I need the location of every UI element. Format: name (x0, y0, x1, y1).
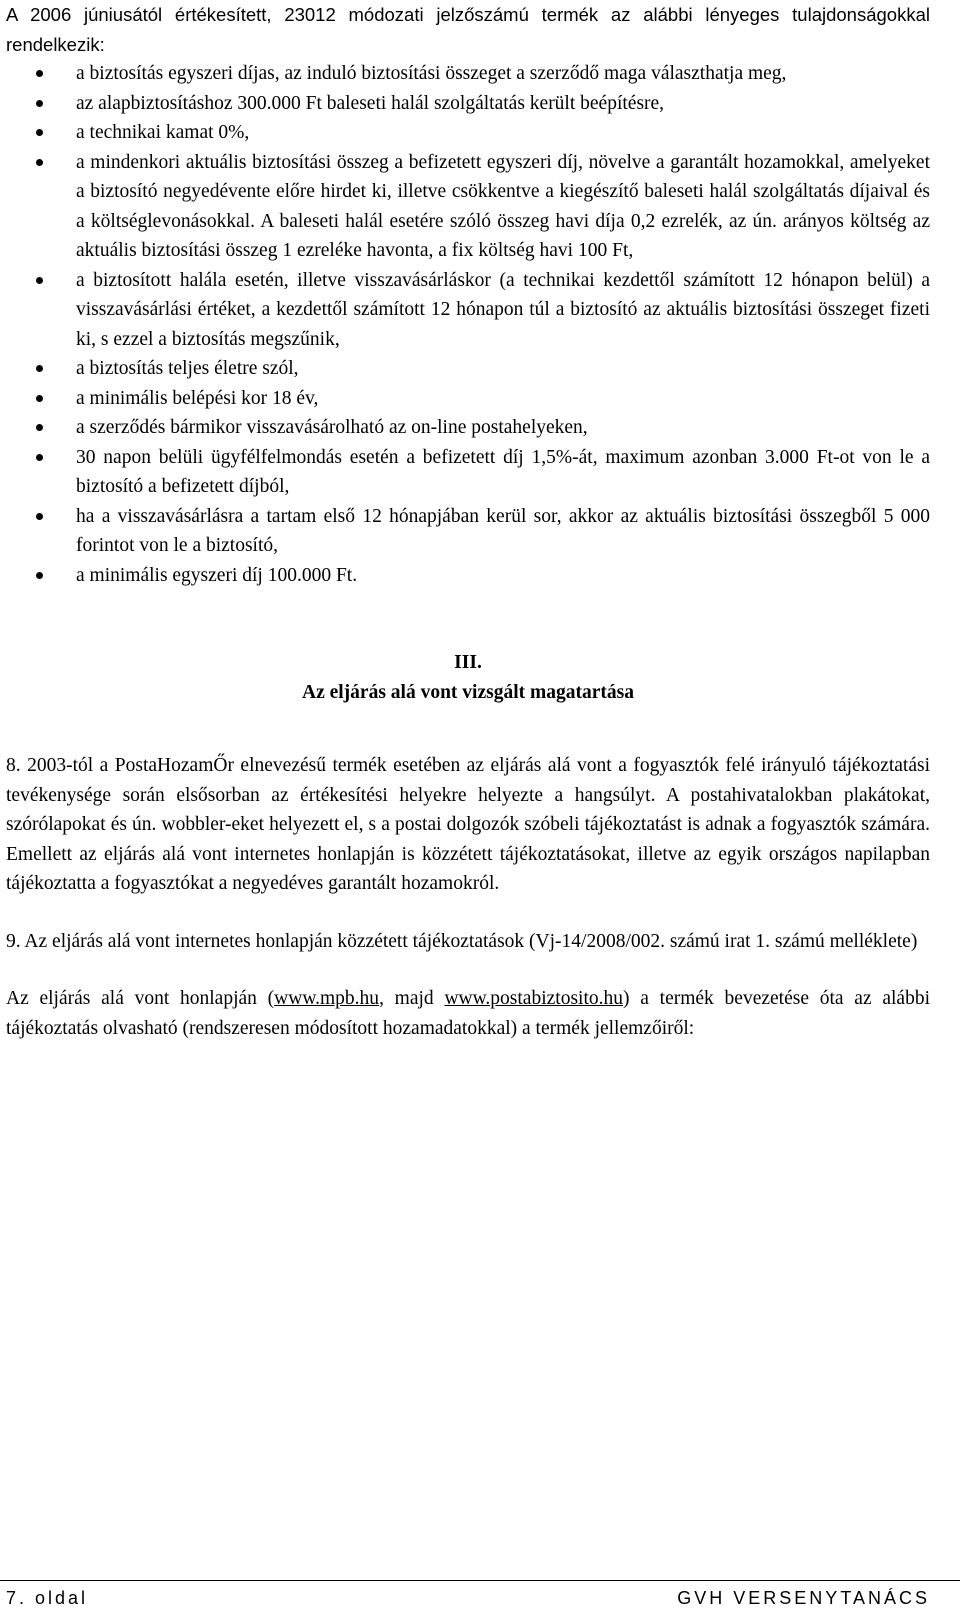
section-number: III. (454, 652, 482, 673)
page-footer (6, 1588, 930, 1609)
link-postabiztosito[interactable]: www.postabiztosito.hu (444, 988, 623, 1009)
intro-paragraph: A 2006 júniusától értékesített, 23012 módozati jelzőszámú termék az alábbi lényeges tulajdonságokkal rendelkezik: (6, 4, 930, 55)
link-mpb[interactable]: www.mpb.hu (274, 988, 380, 1009)
feature-list (6, 59, 930, 590)
list-item: a minimális belépési kor 18 év, (6, 384, 930, 414)
list-item: a szerződés bármikor visszavásárolható az on-line postahelyeken, (6, 413, 930, 443)
list-item: a biztosított halála esetén, illetve visszavásárláskor (a technikai kezdettől számított 12 hónapon belül) a visszavásárlási értéket, a kezdettől számított 12 hónapon túl a biztosító az aktuális biztosítási összeget fizeti ki, s ezzel a biztosítás megszűnik, (6, 266, 930, 355)
section-title: Az eljárás alá vont vizsgált magatartása (302, 681, 634, 703)
bullet-icon (36, 424, 43, 431)
list-item: ha a visszavásárlásra a tartam első 12 hónapjában kerül sor, akkor az aktuális biztosítási összegből 5 000 forintot von le a biztosító, (6, 502, 930, 561)
bullet-icon (36, 277, 43, 284)
bullet-icon (36, 159, 43, 166)
paragraph-10: Az eljárás alá vont honlapján (www.mpb.hu, majd www.postabiztosito.hu) a termék bevezetése óta az alábbi tájékoztatás olvasható (rendszeresen módosított hozamadatokkal) a termék jellemzőiről: (6, 988, 930, 1039)
list-item: a biztosítás egyszeri díjas, az induló biztosítási összeget a szerződő maga választhatja meg, (6, 59, 930, 89)
bullet-icon (36, 365, 43, 372)
bullet-icon (36, 129, 43, 136)
bullet-icon (36, 100, 43, 107)
organization-name: GVH VERSENYTANÁCS (677, 1588, 930, 1608)
list-item: a mindenkori aktuális biztosítási összeg a befizetett egyszeri díj, növelve a garantált hozamokkal, amelyeket a biztosító negyedévente előre hirdet ki, illetve csökkentve a kiegészítő baleseti halál szolgáltatás díjaival és a költséglevonásokkal. A baleseti halál esetére szóló összeg havi díja 0,2 ezrelék, az ún. arányos költség az aktuális biztosítási összeg 1 ezreléke havonta, a fix költség havi 100 Ft, (6, 148, 930, 266)
bullet-icon (36, 513, 43, 520)
footer-divider (0, 1580, 960, 1581)
list-item: a minimális egyszeri díj 100.000 Ft. (6, 561, 930, 591)
list-item: 30 napon belüli ügyfélfelmondás esetén a befizetett díj 1,5%-át, maximum azonban 3.000 Ft-ot von le a biztosító a befizetett díjból, (6, 443, 930, 502)
list-item: a technikai kamat 0%, (6, 118, 930, 148)
paragraph-9: 9. Az eljárás alá vont internetes honlapján közzétett tájékoztatások (Vj-14/2008/002. számú irat 1. számú melléklete) (6, 930, 918, 952)
bullet-icon (36, 572, 43, 579)
bullet-icon (36, 454, 43, 461)
list-item: a biztosítás teljes életre szól, (6, 354, 930, 384)
bullet-icon (36, 70, 43, 77)
document-page (6, 0, 930, 1043)
bullet-icon (36, 395, 43, 402)
list-item: az alapbiztosításhoz 300.000 Ft baleseti halál szolgáltatás került beépítésre, (6, 89, 930, 119)
paragraph-8: 8. 2003-tól a PostaHozamŐr elnevezésű termék esetében az eljárás alá vont a fogyasztók felé irányuló tájékoztatási tevékenysége során elsősorban az értékesítési helyekre helyezte a hangsúlyt. A postahivatalokban plakátokat, szórólapokat és ún. wobbler-eket helyezett el, s a postai dolgozók szóbeli tájékoztatást is adnak a fogyasztók számára. Emellett az eljárás alá vont internetes honlapján is közzétett tájékoztatásokat, illetve az egyik országos napilapban tájékoztatta a fogyasztókat a negyedéves garantált hozamokról. (6, 755, 930, 894)
page-number: 7. oldal (6, 1588, 89, 1608)
